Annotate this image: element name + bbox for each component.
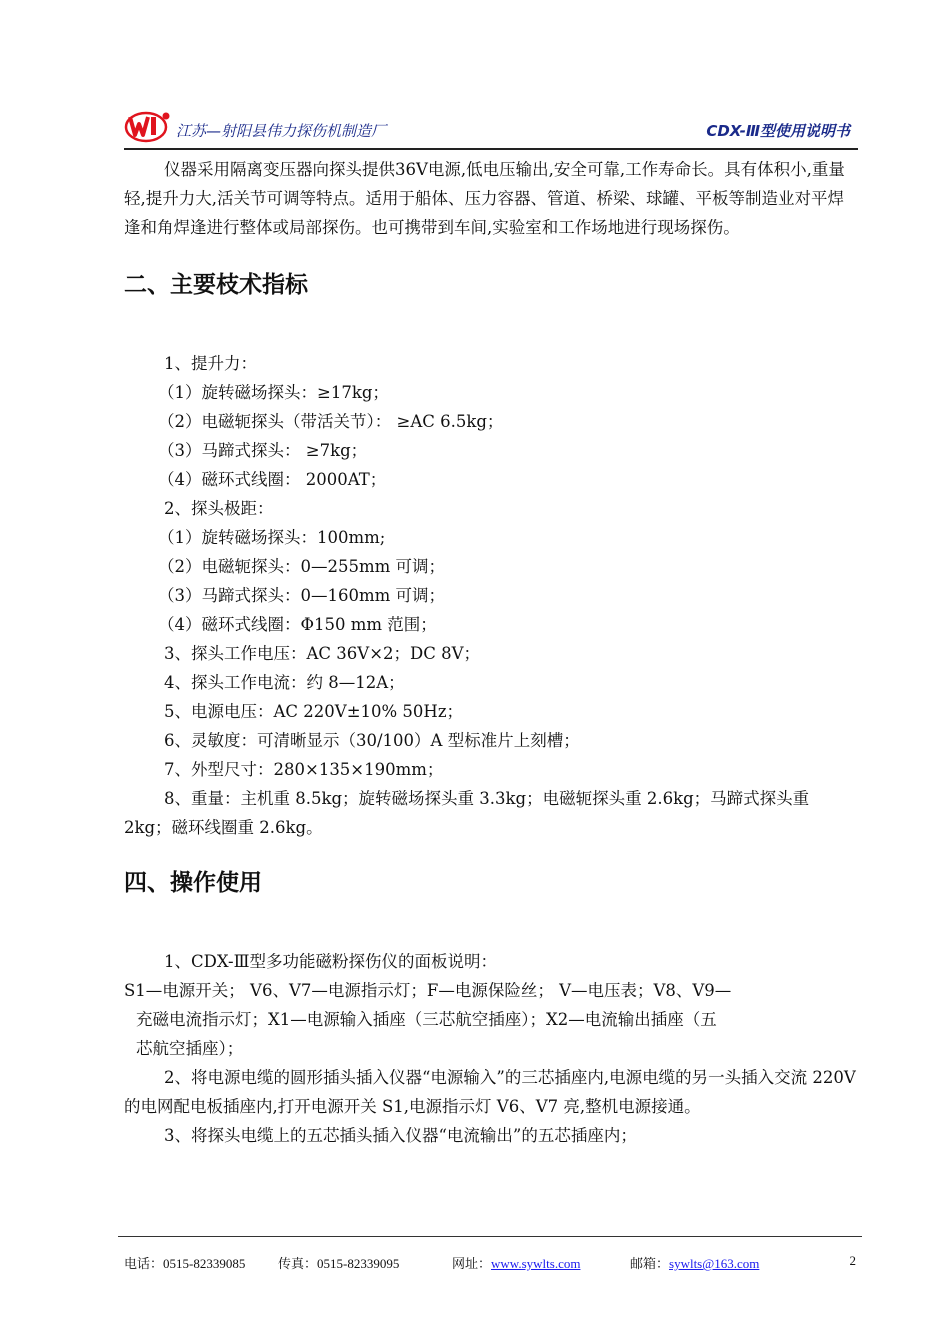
list-item: 1、CDX-Ⅲ型多功能磁粉探伤仪的面板说明： — [164, 952, 497, 971]
list-item: （1）旋转磁场探头：≥17kg； — [158, 383, 389, 402]
footer-email-label: 邮箱： — [630, 1256, 670, 1271]
list-item: 5、电源电压：AC 220V±10% 50Hz； — [164, 702, 464, 721]
operation-step: 3、将探头电缆上的五芯插头插入仪器“电流输出”的五芯插座内； — [164, 1126, 637, 1145]
panel-description-line: 充磁电流指示灯；X1—电源输入插座（三芯航空插座）；X2—电流输出插座（五 — [136, 1010, 717, 1029]
operation-step: 2、将电源电缆的圆形插头插入仪器“电源输入”的三芯插座内,电源电缆的另一头插入交流 220V 的电网配电板插座内,打开电源开关 S1,电源指示灯 V6、V7 亮,整机电源接通。 — [124, 1068, 856, 1116]
intro-paragraph: 仪器采用隔离变压器向探头提供36V电源,低电压输出,安全可靠,工作寿命长。具有体积小,重量轻,提升力大,活关节可调等特点。适用于船体、压力容器、管道、桥梁、球罐、平板等制造业对平焊逢和角焊逢进行整体或局部探伤。也可携带到车间,实验室和工作场地进行现场探伤。 — [124, 160, 845, 237]
weight-paragraph: 8、重量：主机重 8.5kg；旋转磁场探头重 3.3kg；电磁轭探头重 2.6kg；马蹄式探头重 2kg；磁环线圈重 2.6kg。 — [124, 789, 810, 837]
panel-description-line: S1—电源开关； V6、V7—电源指示灯；F—电源保险丝； V—电压表；V8、V9— — [124, 981, 732, 1000]
operation-list — [124, 947, 860, 1150]
footer-email — [630, 1253, 759, 1272]
list-item: （4）磁环式线圈： 2000AT； — [158, 470, 387, 489]
list-item: （2）电磁轭探头：0—255mm 可调； — [158, 557, 446, 576]
list-item: 1、提升力： — [164, 354, 257, 373]
list-item: （4）磁环式线圈：Φ150 mm 范围； — [158, 615, 437, 634]
list-item: （3）马蹄式探头：0—160mm 可调； — [158, 586, 446, 605]
spec-list — [124, 349, 860, 842]
list-item: （2）电磁轭探头（带活关节）： ≥AC 6.5kg； — [158, 412, 504, 431]
page-content — [124, 155, 860, 1150]
list-item: 7、外型尺寸：280×135×190mm； — [164, 760, 444, 779]
footer-fax: 传真：0515-82339095 — [278, 1256, 400, 1271]
footer-website-label: 网址： — [452, 1256, 492, 1271]
document-title: CDX-Ⅲ型使用说明书 — [706, 122, 850, 140]
page-footer — [118, 1236, 862, 1277]
list-item: 2、探头极距： — [164, 499, 274, 518]
list-item: （1）旋转磁场探头：100mm; — [158, 528, 386, 547]
page-header — [124, 104, 858, 150]
panel-description-line: 芯航空插座）； — [136, 1039, 244, 1058]
company-logo-icon — [124, 108, 174, 144]
list-item: 6、灵敏度：可清晰显示（30/100）A 型标准片上刻槽； — [164, 731, 580, 750]
footer-phone: 电话：0515-82339085 — [124, 1256, 246, 1271]
footer-website-link[interactable]: www.sywlts.com — [491, 1256, 581, 1271]
list-item: 4、探头工作电流：约 8—12A； — [164, 673, 405, 692]
page-number: 2 — [849, 1253, 856, 1268]
section-4-heading: 四、操作使用 — [124, 870, 262, 896]
footer-website — [452, 1253, 580, 1272]
section-2-heading: 二、主要枝术指标 — [124, 272, 308, 298]
footer-email-link[interactable]: sywlts@163.com — [669, 1256, 760, 1271]
list-item: 3、探头工作电压：AC 36V×2；DC 8V； — [164, 644, 481, 663]
list-item: （3）马蹄式探头： ≥7kg； — [158, 441, 368, 460]
company-name: 江苏—射阳县伟力探伤机制造厂 — [176, 122, 387, 140]
